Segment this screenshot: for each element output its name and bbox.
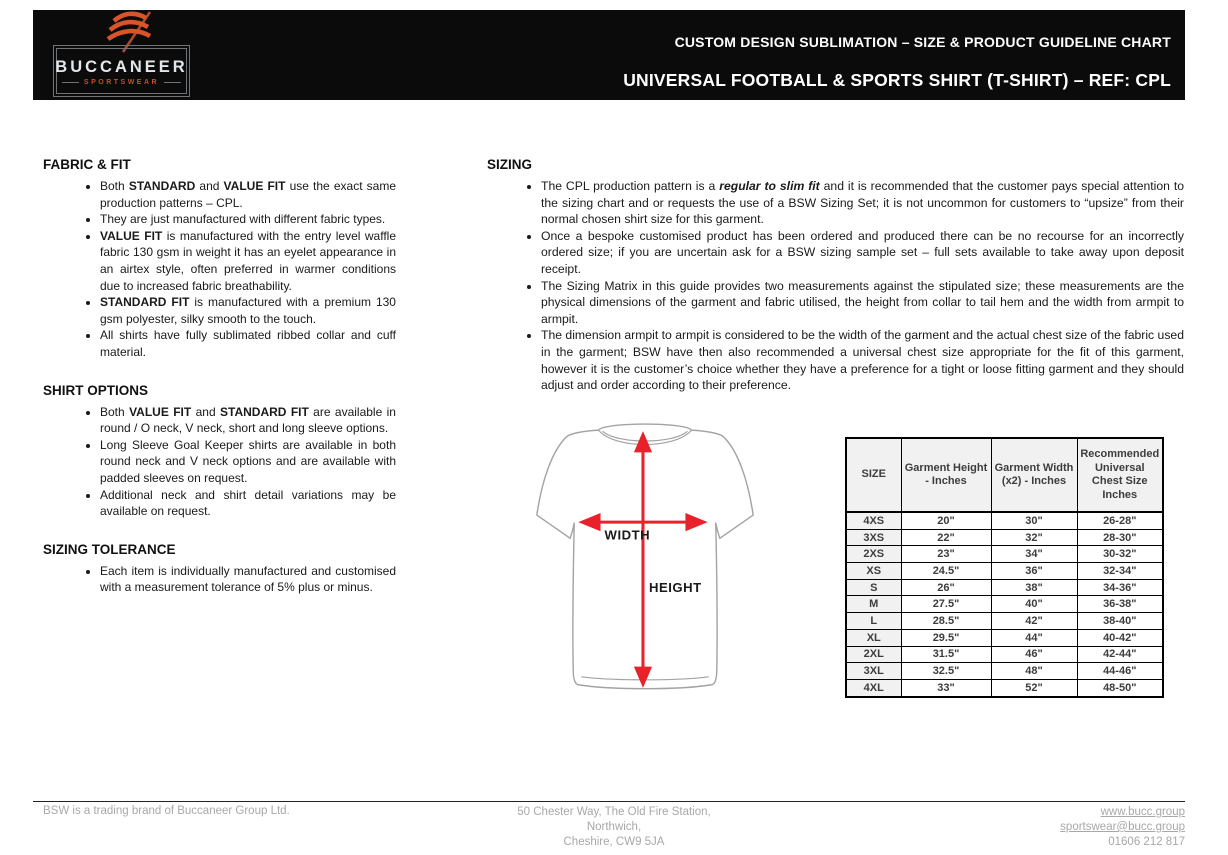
text-segment: Both: [100, 179, 129, 193]
measurement-cell: 40-42": [1077, 629, 1163, 646]
footer-address-line: Northwich,: [586, 820, 642, 833]
text-segment: Both: [100, 404, 130, 419]
bullet-item: [100, 228, 396, 294]
measurement-cell: 33": [901, 679, 991, 696]
measurement-cell: 27.5": [901, 596, 991, 613]
tshirt-outline: [537, 424, 753, 689]
size-table-row: [846, 529, 1163, 546]
bullet-item: [100, 211, 396, 228]
section-heading: SHIRT OPTIONS: [43, 382, 149, 398]
size-cell: M: [846, 596, 901, 613]
measurement-cell: 52": [991, 679, 1077, 696]
text-segment: and: [191, 404, 220, 419]
size-table-row: [846, 546, 1163, 563]
logo-wordmark: BUCCANEER: [55, 58, 188, 76]
text-segment: Each item is individually manufactured and customised with a measurement tolerance of 5% plus or minus.: [100, 563, 396, 595]
text-segment: Additional neck and shirt detail variations may be available on request.: [100, 487, 396, 519]
size-cell: L: [846, 613, 901, 630]
logo-subtitle: SPORTSWEAR: [83, 79, 160, 86]
measurement-cell: 42": [991, 613, 1077, 630]
size-table: [845, 437, 1162, 698]
bullet-item: [541, 327, 1184, 393]
text-segment: The CPL production pattern is a: [541, 179, 720, 193]
measurement-cell: 23": [901, 546, 991, 563]
size-table-header: Garment Width (x2) - Inches: [991, 438, 1077, 512]
website-link[interactable]: www.bucc.group: [1100, 806, 1185, 818]
footer-address-line: 50 Chester Way, The Old Fire Station,: [517, 806, 711, 818]
text-segment: VALUE FIT: [223, 179, 286, 193]
size-table-row: [846, 663, 1163, 680]
size-table-header: Recommended Universal Chest Size Inches: [1077, 438, 1163, 512]
bullet-list: [43, 404, 396, 520]
text-segment: STANDARD FIT: [220, 404, 309, 419]
left-column: [43, 156, 396, 596]
size-cell: 2XL: [846, 646, 901, 663]
size-table-row: [846, 563, 1163, 580]
text-segment: VALUE FIT: [129, 404, 192, 419]
doc-title-line1: CUSTOM DESIGN SUBLIMATION – SIZE & PRODUCT GUIDELINE CHART: [674, 34, 1171, 50]
measurement-cell: 40": [991, 596, 1077, 613]
size-table-header-row: [846, 438, 1163, 512]
size-cell: 4XS: [846, 512, 901, 529]
footer-trading-note: BSW is a trading brand of Buccaneer Group Ltd.: [43, 805, 290, 817]
bullet-item: [541, 278, 1184, 328]
measurement-cell: 36": [991, 563, 1077, 580]
text-segment: The Sizing Matrix in this guide provides two measurements against the stipulated size; these measurements are the physical dimensions of the garment and fabric utilised, the height from collar to tail hem and the width from armpit to armpit.: [541, 278, 1184, 326]
size-table-row: [846, 646, 1163, 663]
size-cell: 4XL: [846, 679, 901, 696]
size-cell: 2XS: [846, 546, 901, 563]
header-bar: [33, 10, 1185, 100]
email-link[interactable]: sportswear@bucc.group: [1060, 820, 1185, 833]
text-segment: use the exact same production patterns – CPL.: [100, 179, 396, 210]
bullet-item: [541, 178, 1184, 228]
logo-frame: [53, 45, 190, 97]
measurement-cell: 22": [901, 529, 991, 546]
size-table-row: [846, 679, 1163, 696]
bullet-item: [100, 404, 396, 437]
text-segment: Long Sleeve Goal Keeper shirts are available in both round neck and V neck options and are available with padded sleeves on request.: [100, 437, 396, 485]
size-table-header: Garment Height - Inches: [901, 438, 991, 512]
bullet-list: [487, 178, 1184, 394]
text-segment: They are just manufactured with different fabric types.: [100, 212, 386, 227]
measurement-cell: 28.5": [901, 613, 991, 630]
measurement-cell: 38": [991, 579, 1077, 596]
size-cell: XL: [846, 629, 901, 646]
measurement-cell: 26-28": [1077, 512, 1163, 529]
measurement-cell: 48": [991, 663, 1077, 680]
text-segment: The dimension armpit to armpit is considered to be the width of the garment and the actual chest size of the fabric used in the garment; BSW have then also recommended a universal chest size appropriate for the fit of this garment, however it is the customer’s choice whether they have a preference for a tight or loose fitting garment and they should adjust and order according to their preference.: [541, 328, 1184, 393]
footer-contact: [965, 805, 1185, 849]
buccaneer-logo: [53, 7, 223, 103]
measurement-cell: 29.5": [901, 629, 991, 646]
footer-address: [429, 805, 799, 849]
text-segment: are available in round / O neck, V neck, short and long sleeve options.: [100, 404, 396, 436]
size-cell: S: [846, 579, 901, 596]
size-cell: 3XL: [846, 663, 901, 680]
measurement-cell: 42-44": [1077, 646, 1163, 663]
width-label: WIDTH: [604, 527, 651, 543]
size-table-row: [846, 579, 1163, 596]
size-cell: 3XS: [846, 529, 901, 546]
text-segment: STANDARD FIT: [100, 295, 190, 310]
measurement-cell: 28-30": [1077, 529, 1163, 546]
section-heading: SIZING TOLERANCE: [43, 541, 176, 557]
size-table-row: [846, 613, 1163, 630]
measurement-cell: 32.5": [901, 663, 991, 680]
bullet-item: [100, 327, 396, 360]
measurement-cell: 44": [991, 629, 1077, 646]
measurement-cell: 44-46": [1077, 663, 1163, 680]
section-heading: SIZING: [487, 157, 533, 172]
size-table-row: [846, 629, 1163, 646]
size-cell: XS: [846, 563, 901, 580]
logo-rule-left: [62, 82, 79, 83]
tshirt-measurement-diagram: [533, 418, 757, 696]
measurement-cell: 30-32": [1077, 546, 1163, 563]
measurement-cell: 32": [991, 529, 1077, 546]
section-heading: FABRIC & FIT: [43, 157, 131, 172]
text-segment: is manufactured with the entry level waffle fabric 130 gsm in weight it has an eyelet appearance in an airtex style, often preferred in warmer conditions due to increased fabric breathability.: [100, 228, 396, 293]
bullet-list: [43, 178, 396, 361]
measurement-cell: 32-34": [1077, 563, 1163, 580]
bullet-item: [541, 228, 1184, 278]
logo-rule-right: [164, 82, 181, 83]
doc-title-line2: UNIVERSAL FOOTBALL & SPORTS SHIRT (T-SHIRT) – REF: CPL: [623, 70, 1171, 90]
text-segment: STANDARD: [128, 179, 196, 193]
logo-frame-inner: [56, 48, 187, 94]
footer-divider: [33, 801, 1185, 802]
bullet-item: [100, 487, 396, 520]
measurement-cell: 48-50": [1077, 679, 1163, 696]
text-segment: and: [195, 179, 224, 193]
measurement-cell: 20": [901, 512, 991, 529]
bullet-item: [100, 563, 396, 596]
measurement-cell: 26": [901, 579, 991, 596]
measurement-cell: 34": [991, 546, 1077, 563]
sizing-column: [487, 156, 1184, 394]
size-table-row: [846, 512, 1163, 529]
bullet-item: [100, 178, 396, 211]
text-segment: regular to slim fit: [719, 179, 820, 193]
text-segment: All shirts have fully sublimated ribbed collar and cuff material.: [100, 328, 396, 359]
size-table-row: [846, 596, 1163, 613]
measurement-cell: 30": [991, 512, 1077, 529]
text-segment: is manufactured with a premium 130 gsm polyester, silky smooth to the touch.: [100, 295, 396, 326]
bullet-item: [100, 294, 396, 327]
height-label: HEIGHT: [649, 579, 702, 595]
measurement-cell: 34-36": [1077, 579, 1163, 596]
text-segment: VALUE FIT: [100, 228, 163, 243]
size-table-header: SIZE: [846, 438, 901, 512]
measurement-cell: 46": [991, 646, 1077, 663]
bullet-list: [43, 563, 396, 596]
text-segment: and it is recommended that the customer pays special attention to the sizing chart and or requests the use of a BSW Sizing Set; it is not uncommon for customers to “upsize” from their normal chosen shirt size for this garment.: [541, 179, 1184, 227]
bullet-item: [100, 437, 396, 487]
measurement-cell: 24.5": [901, 563, 991, 580]
text-segment: Once a bespoke customised product has been ordered and produced there can be no recourse for an incorrectly ordered size; if you are uncertain ask for a BSW sizing sample set – full sets available to take away upon deposit receipt.: [541, 228, 1184, 276]
measurement-cell: 38-40": [1077, 613, 1163, 630]
footer-address-line: Cheshire, CW9 5JA: [563, 835, 665, 848]
logo-subtitle-row: [57, 79, 186, 86]
measurement-cell: 31.5": [901, 646, 991, 663]
size-table-grid: [845, 437, 1164, 698]
measurement-cell: 36-38": [1077, 596, 1163, 613]
footer-phone: 01606 212 817: [1108, 835, 1185, 848]
